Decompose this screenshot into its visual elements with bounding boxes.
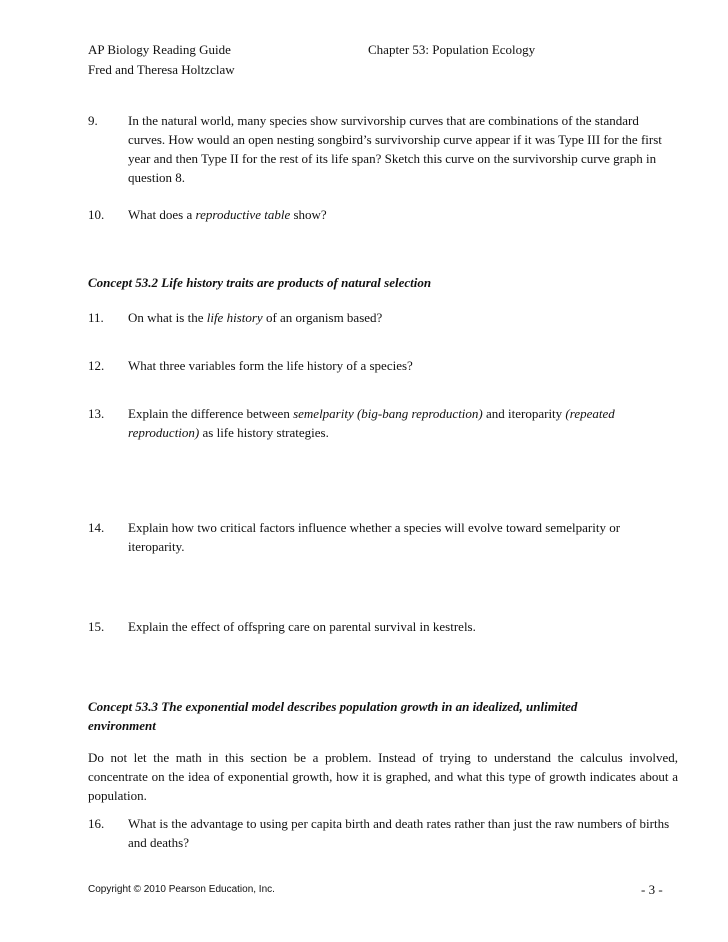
page-number: - 3 - bbox=[641, 882, 663, 897]
emphasis-term: life history bbox=[206, 310, 263, 325]
emphasis-term: semelparity (big-bang reproduction) bbox=[293, 406, 483, 421]
header-chapter: Chapter 53: Population Ecology bbox=[368, 42, 536, 57]
question-number: 13. bbox=[88, 406, 105, 421]
concept-heading: Concept 53.3 The exponential model describes population growth in an idealized, unlimited environment bbox=[88, 699, 578, 733]
question-number: 15. bbox=[88, 619, 105, 634]
question-text: In the natural world, many species show survivorship curves that are combinations of the standard curves. How would an open nesting songbird’s survivorship curve appear if it was Type III for the first year and then Type II for the rest of its life span? Sketch this curve on the survivorship curve graph in question 8. bbox=[128, 113, 662, 185]
question-text: On what is the life history of an organism based? bbox=[128, 310, 383, 325]
question-number: 12. bbox=[88, 358, 105, 373]
question-text: What is the advantage to using per capita birth and death rates rather than just the raw numbers of births and deaths? bbox=[128, 816, 670, 850]
question-number: 14. bbox=[88, 520, 105, 535]
question-number: 16. bbox=[88, 816, 105, 831]
emphasis-term: (repeated reproduction) bbox=[128, 406, 615, 440]
question-text: What three variables form the life history of a species? bbox=[128, 358, 413, 373]
question-number: 11. bbox=[88, 310, 104, 325]
header-authors: Fred and Theresa Holtzclaw bbox=[88, 62, 235, 77]
question-text: Explain the difference between semelparity (big-bang reproduction) and iteroparity (repeated reproduction) as life history strategies. bbox=[128, 406, 615, 440]
question-text: Explain the effect of offspring care on parental survival in kestrels. bbox=[128, 619, 476, 634]
question-number: 10. bbox=[88, 207, 105, 222]
header-course: AP Biology Reading Guide bbox=[88, 42, 231, 57]
footer-copyright: Copyright © 2010 Pearson Education, Inc. bbox=[88, 884, 275, 895]
section-intro-paragraph: Do not let the math in this section be a problem. Instead of trying to understand the calculus involved, concentrate on the idea of exponential growth, how it is graphed, and what this type of growth indicates about a population. bbox=[88, 750, 678, 803]
concept-heading: Concept 53.2 Life history traits are products of natural selection bbox=[88, 275, 432, 290]
emphasis-term: reproductive table bbox=[195, 207, 291, 222]
question-number: 9. bbox=[88, 113, 98, 128]
question-text: Explain how two critical factors influence whether a species will evolve toward semelparity or iteroparity. bbox=[128, 520, 621, 554]
question-text: What does a reproductive table show? bbox=[128, 207, 327, 222]
